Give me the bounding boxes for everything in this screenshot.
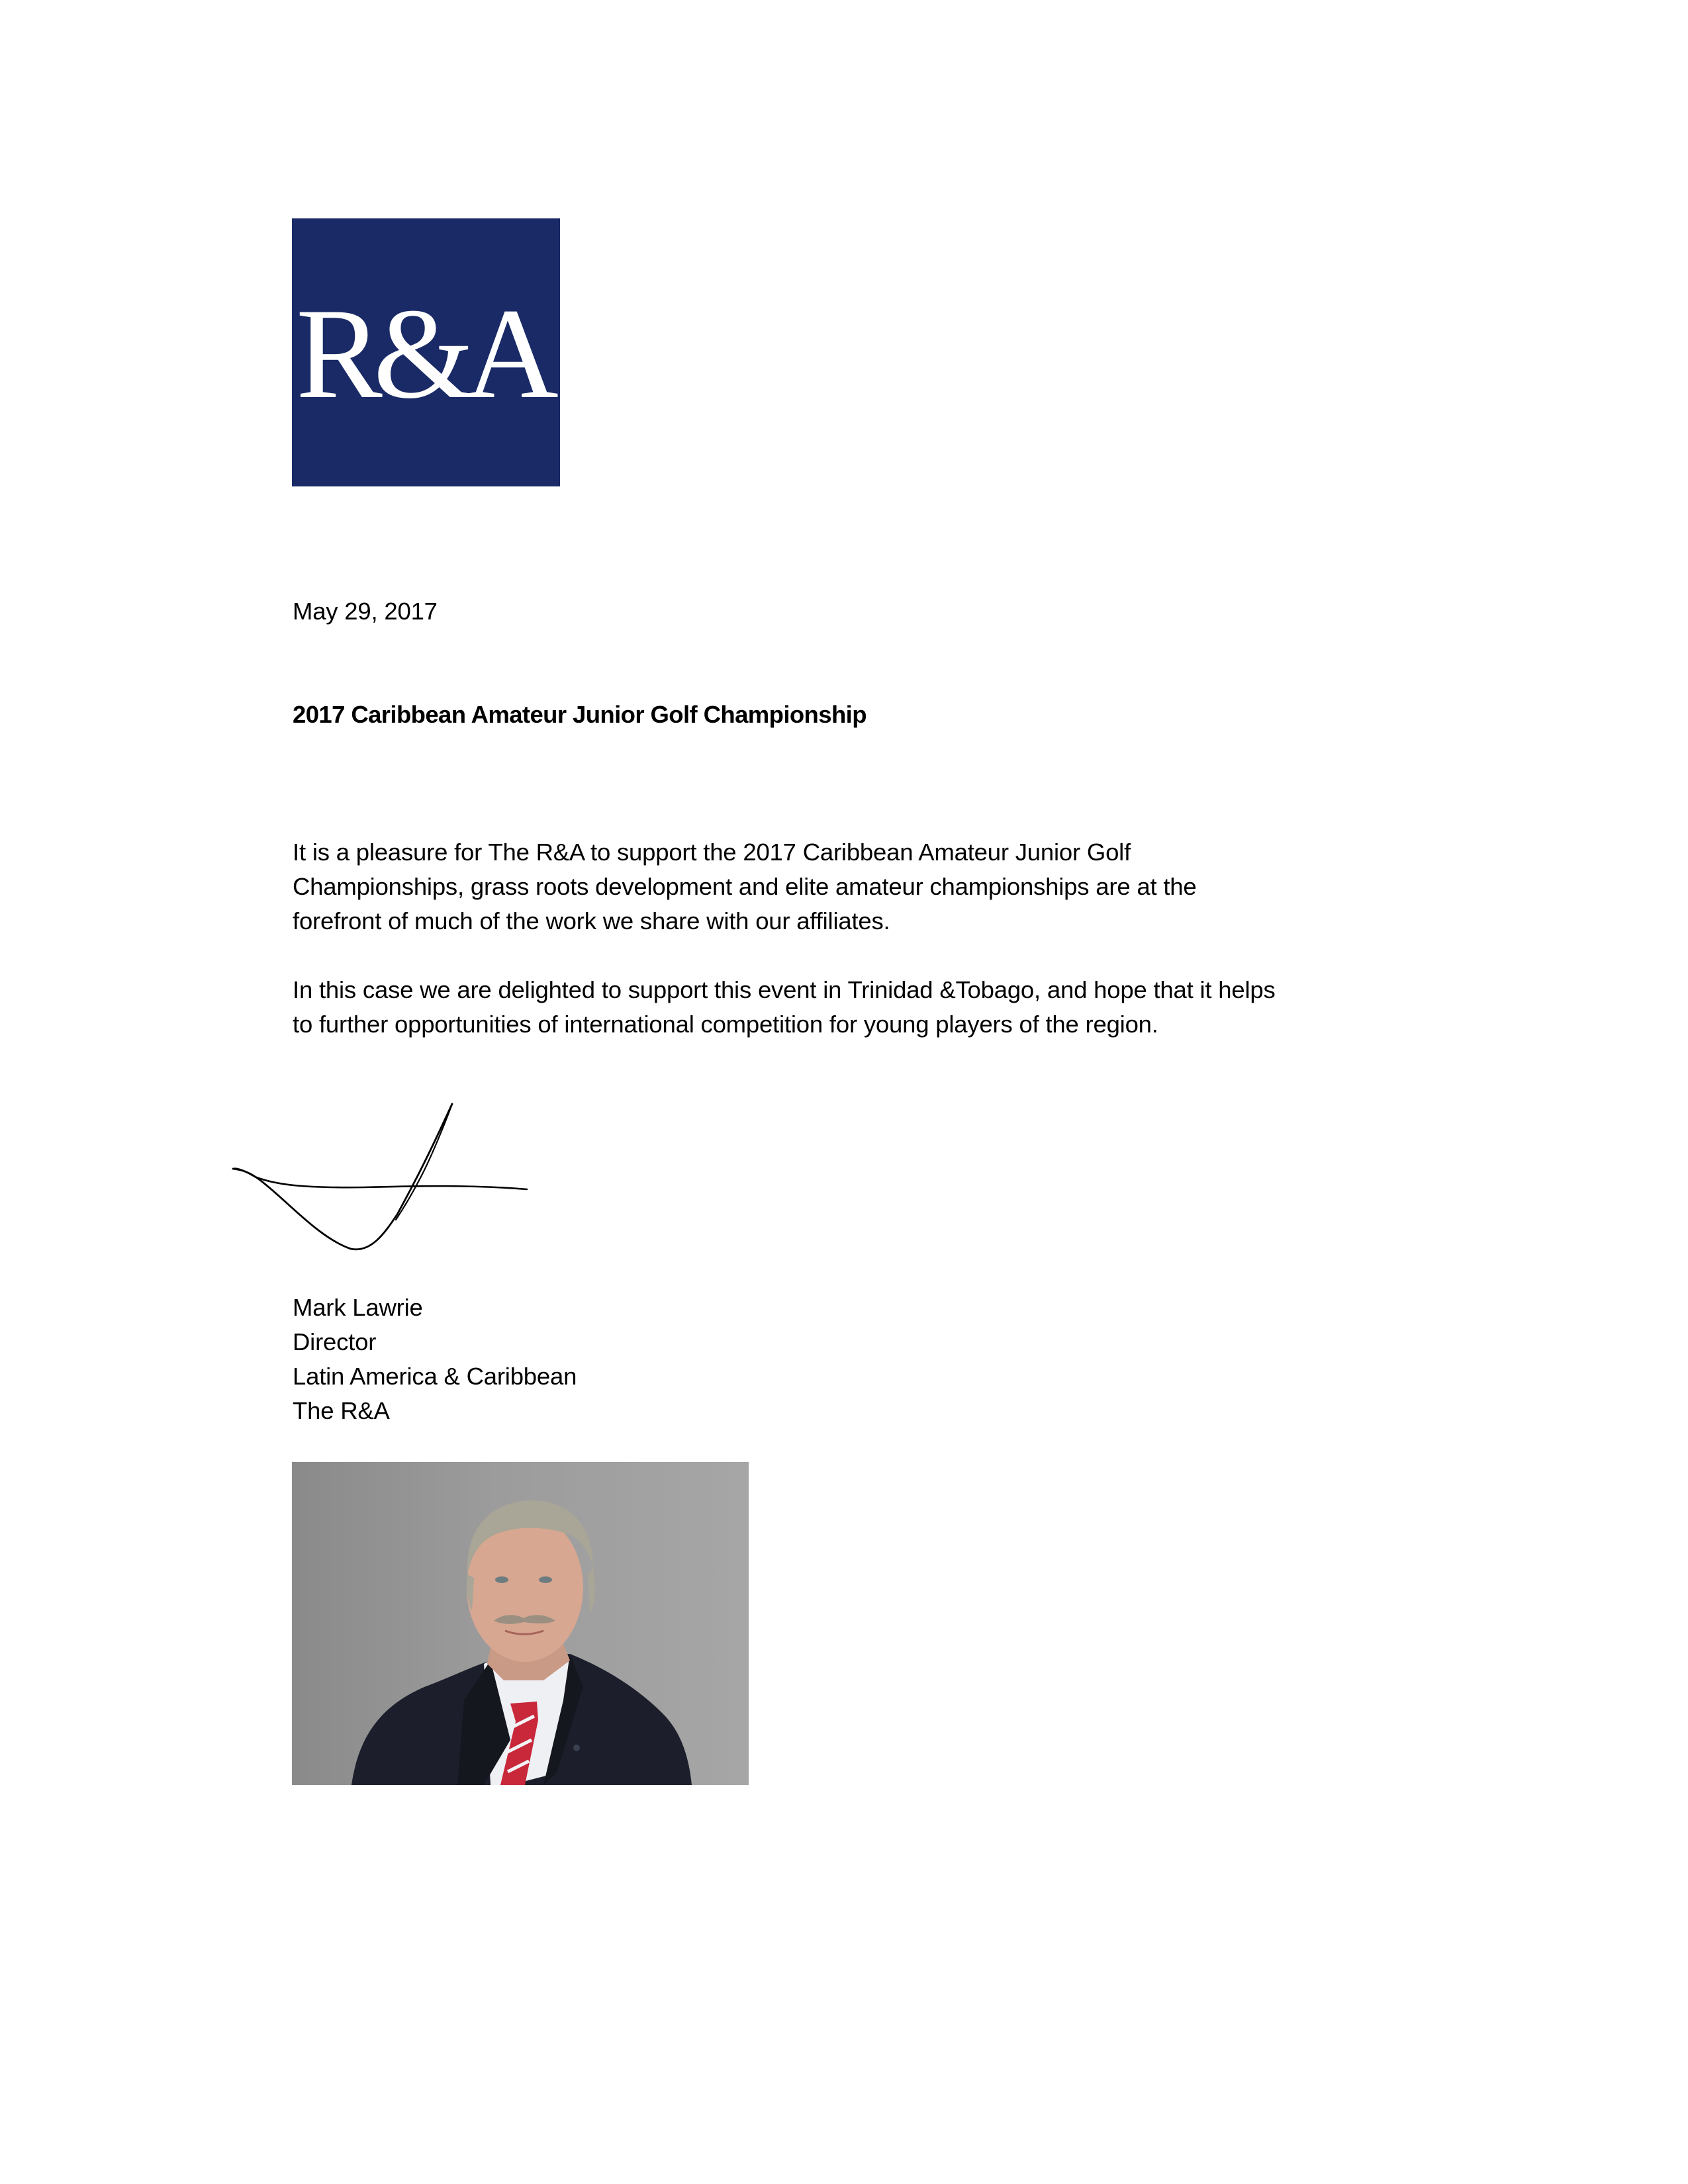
signature	[218, 1085, 549, 1257]
paragraph-line: to further opportunities of international competition for young players of the region.	[293, 1011, 1158, 1038]
paragraph-line: Championships, grass roots development and elite amateur championships are at the	[293, 873, 1197, 900]
paragraph-line: It is a pleasure for The R&A to support the 2017 Caribbean Amateur Junior Golf	[293, 839, 1131, 866]
signatory-organization: The R&A	[293, 1397, 390, 1424]
ra-logo	[292, 218, 560, 486]
letter-subject: 2017 Caribbean Amateur Junior Golf Championship	[293, 701, 867, 728]
paragraph-line: forefront of much of the work we share with our affiliates.	[293, 907, 890, 934]
signatory-name: Mark Lawrie	[293, 1294, 423, 1321]
letter-date: May 29, 2017	[293, 598, 438, 625]
portrait-image	[292, 1462, 749, 1785]
signatory-photo	[292, 1462, 749, 1785]
signatory-region: Latin America & Caribbean	[293, 1363, 577, 1390]
logo-text: R&A	[296, 281, 549, 426]
paragraph-line: In this case we are delighted to support this event in Trinidad &Tobago, and hope that it helps	[293, 976, 1276, 1003]
signatory-title: Director	[293, 1328, 377, 1355]
